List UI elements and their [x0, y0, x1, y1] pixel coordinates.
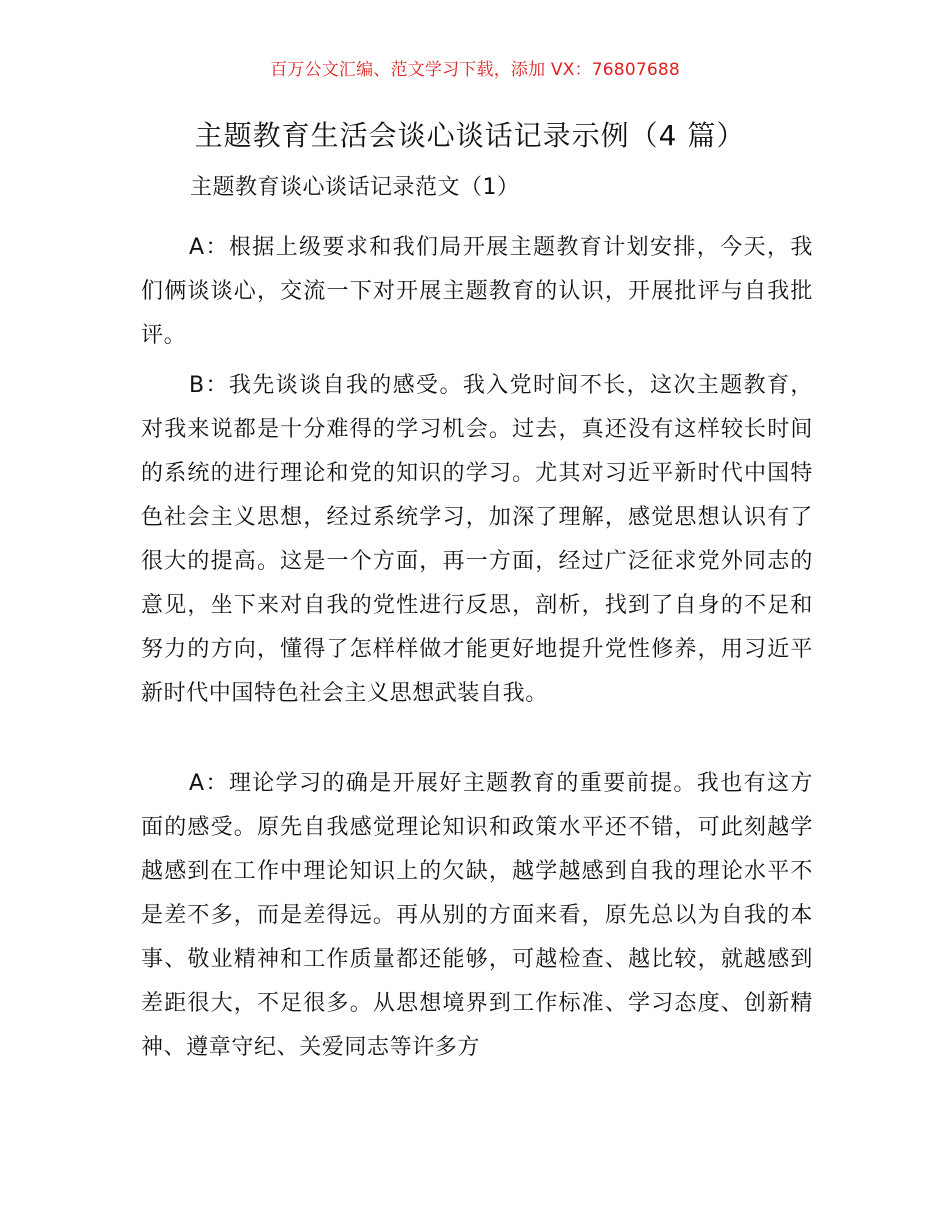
paragraph-1: A：根据上级要求和我们局开展主题教育计划安排，今天，我们俩谈谈心，交流一下对开展主题教育的认识，开展批评与自我批评。 [141, 235, 813, 348]
download-banner: 百万公文汇编、范文学习下载，添加 VX：76807688 [270, 60, 680, 80]
document-title: 主题教育生活会谈心谈话记录示例（4 篇） [194, 119, 746, 152]
section-subtitle: 主题教育谈心谈话记录范文（1） [190, 175, 520, 200]
paragraph-3: A：理论学习的确是开展好主题教育的重要前提。我也有这方面的感受。原先自我感觉理论知识和政策水平还不错，可此刻越学越感到在工作中理论知识上的欠缺，越学越感到自我的理论水平不是差不多，而是差得远。再从别的方面来看，原先总以为自我的本事、敬业精神和工作质量都还能够，可越检查、越比较，就越感到差距很大，不足很多。从思想境界到工作标准、学习态度、创新精神、遵章守纪、关爱同志等许多方 [141, 771, 813, 1060]
paragraph-2: B：我先谈谈自我的感受。我入党时间不长，这次主题教育，对我来说都是十分难得的学习机会。过去，真还没有这样较长时间的系统的进行理论和党的知识的学习。尤其对习近平新时代中国特色社会主义思想，经过系统学习，加深了理解，感觉思想认识有了很大的提高。这是一个方面，再一方面，经过广泛征求党外同志的意见，坐下来对自我的党性进行反思，剖析，找到了自身的不足和努力的方向，懂得了怎样样做才能更好地提升党性修养，用习近平新时代中国特色社会主义思想武装自我。 [141, 373, 813, 706]
